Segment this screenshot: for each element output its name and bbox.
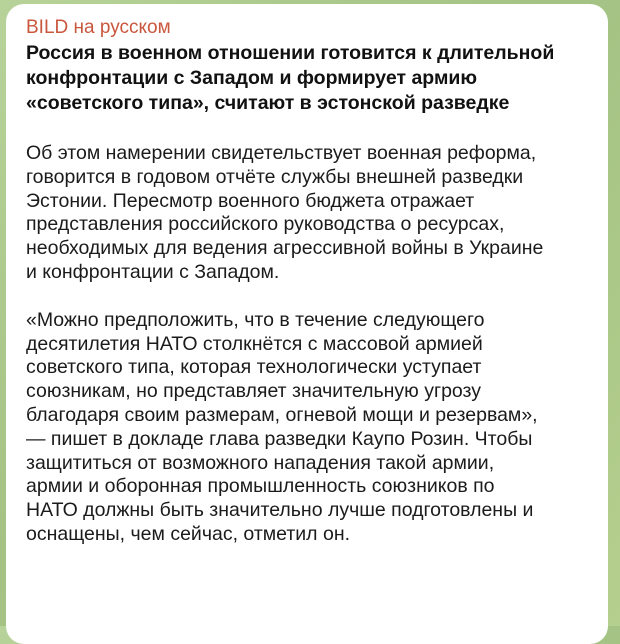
- paragraph-line: «Можно предположить, что в течение следующего: [26, 308, 485, 331]
- message-paragraph: [26, 309, 594, 547]
- paragraph-line: десятилетия НАТО столкнётся с массовой армией: [26, 332, 483, 355]
- paragraph-line: — пишет в докладе глава разведки Кaупо Розин. Чтобы: [26, 427, 533, 450]
- paragraph-line: Об этом намерении свидетельствует военная реформа,: [26, 142, 537, 164]
- paragraph-line: НАТО должны быть значительно лучше подготовлены и: [26, 499, 534, 522]
- paragraph-line: благодаря своим размерам, огневой мощи и резервам»,: [26, 403, 538, 426]
- paragraph-line: армии и оборонная промышленность союзников по: [26, 475, 495, 498]
- message-bubble: [6, 4, 608, 644]
- headline-line: Россия в военном отношении готовится к длительной: [26, 42, 555, 64]
- channel-name[interactable]: BILD на русском: [26, 17, 171, 38]
- paragraph-line: союзникам, но представляет значительную угрозу: [26, 380, 482, 403]
- message-paragraph: [26, 142, 594, 285]
- paragraph-line: защититься от возможного нападения такой армии,: [26, 451, 495, 474]
- paragraph-line: Эстонии. Пересмотр военного бюджета отражает: [26, 189, 475, 212]
- paragraph-line: советского типа, которая технологически уступает: [26, 356, 482, 379]
- paragraph-line: представления российского руководства о ресурсах,: [26, 213, 505, 236]
- paragraph-line: и конфронтации с Западом.: [26, 260, 280, 283]
- headline-line: «советского типа», считают в эстонской разведке: [26, 92, 510, 114]
- headline-line: конфронтации с Западом и формирует армию: [26, 67, 478, 89]
- paragraph-line: говорится в годовом отчёте службы внешней разведки: [26, 165, 524, 188]
- paragraph-line: оснащены, чем сейчас, отметил он.: [26, 522, 351, 545]
- message-headline: [26, 41, 594, 116]
- paragraph-line: необходимых для ведения агрессивной войны в Украине: [26, 237, 544, 260]
